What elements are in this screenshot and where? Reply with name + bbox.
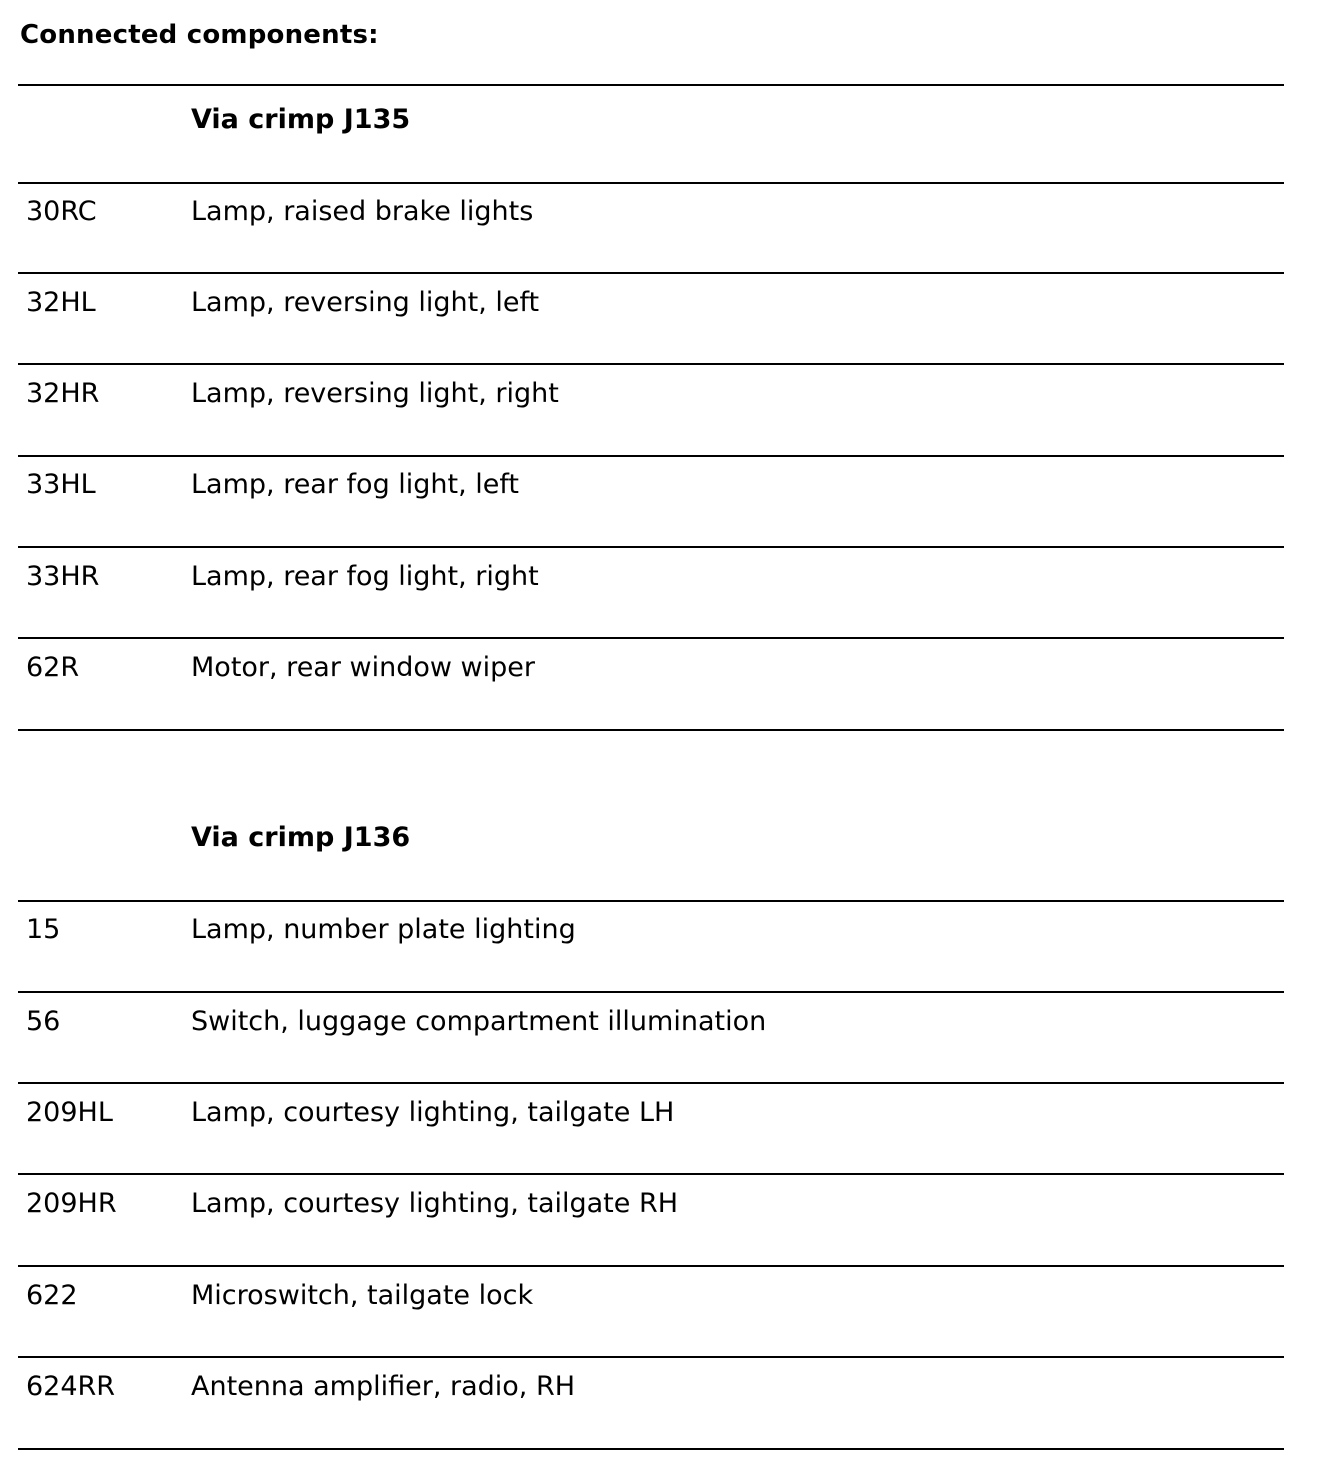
- table-rule: [18, 272, 1284, 274]
- component-code: 56: [26, 1006, 61, 1037]
- component-description: Antenna amplifier, radio, RH: [191, 1371, 576, 1402]
- table-rule: [18, 1265, 1284, 1267]
- component-code: 32HR: [26, 378, 100, 409]
- table-rule: [18, 363, 1284, 365]
- table-rule: [18, 455, 1284, 457]
- component-code: 622: [26, 1280, 78, 1311]
- component-code: 33HR: [26, 561, 100, 592]
- component-description: Lamp, reversing light, right: [191, 378, 559, 409]
- table-rule: [18, 84, 1284, 86]
- table-rule: [18, 1173, 1284, 1175]
- component-description: Lamp, rear fog light, right: [191, 561, 539, 592]
- component-description: Motor, rear window wiper: [191, 652, 535, 683]
- component-code: 209HR: [26, 1188, 117, 1219]
- component-description: Switch, luggage compartment illumination: [191, 1006, 767, 1037]
- component-code: 209HL: [26, 1097, 113, 1128]
- component-description: Lamp, rear fog light, left: [191, 469, 520, 500]
- table-rule: [18, 991, 1284, 993]
- component-description: Lamp, reversing light, left: [191, 287, 540, 318]
- table-rule: [18, 1448, 1284, 1450]
- component-description: Lamp, courtesy lighting, tailgate LH: [191, 1097, 675, 1128]
- table-rule: [18, 1356, 1284, 1358]
- document-title: Connected components:: [20, 20, 379, 50]
- component-code: 15: [26, 914, 61, 945]
- component-code: 62R: [26, 652, 80, 683]
- table-rule: [18, 729, 1284, 731]
- section-heading-j135: Via crimp J135: [191, 104, 411, 135]
- component-description: Lamp, raised brake lights: [191, 196, 534, 227]
- section-heading-j136: Via crimp J136: [191, 822, 411, 853]
- table-rule: [18, 546, 1284, 548]
- component-description: Lamp, courtesy lighting, tailgate RH: [191, 1188, 679, 1219]
- component-code: 624RR: [26, 1371, 116, 1402]
- table-rule: [18, 1082, 1284, 1084]
- table-rule: [18, 637, 1284, 639]
- component-description: Lamp, number plate lighting: [191, 914, 576, 945]
- table-rule: [18, 900, 1284, 902]
- component-code: 33HL: [26, 469, 96, 500]
- component-code: 30RC: [26, 196, 97, 227]
- component-description: Microswitch, tailgate lock: [191, 1280, 534, 1311]
- table-rule: [18, 182, 1284, 184]
- component-code: 32HL: [26, 287, 96, 318]
